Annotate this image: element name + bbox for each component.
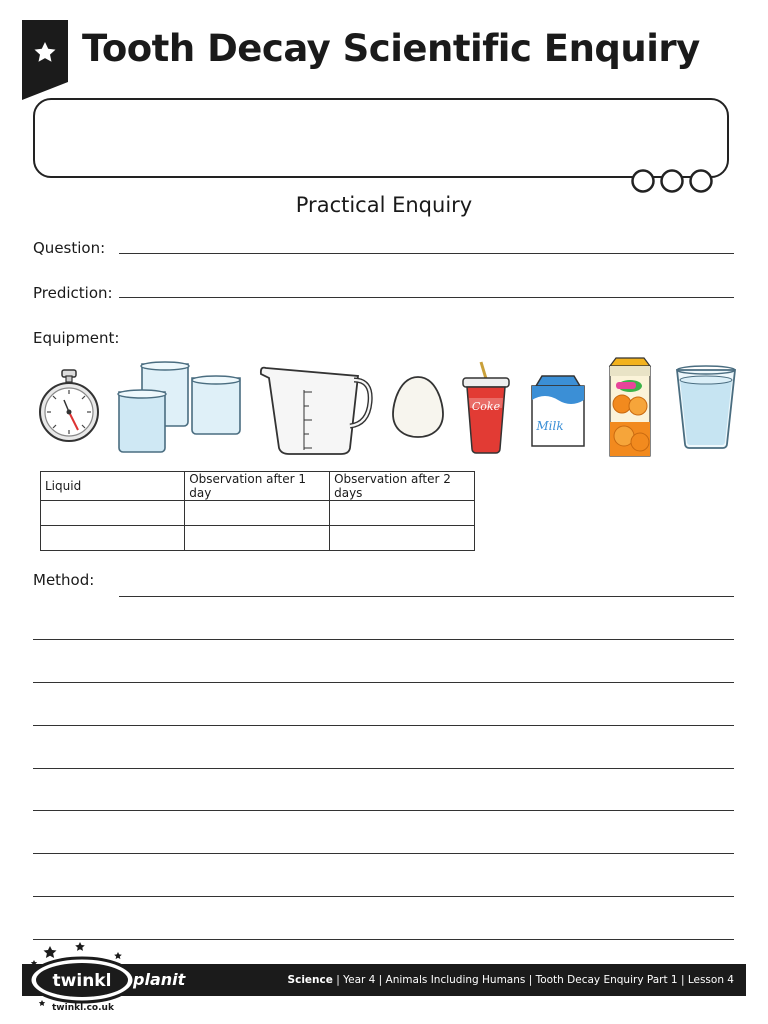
stopwatch-icon	[36, 368, 102, 448]
table-cell[interactable]	[41, 501, 185, 526]
header-day-2: Observation after 2 days	[330, 472, 475, 501]
water-glass-icon	[673, 364, 739, 450]
method-line[interactable]	[33, 682, 734, 683]
results-table	[40, 471, 475, 551]
prediction-label: Prediction:	[33, 284, 113, 302]
footer-info	[288, 972, 734, 988]
table-cell[interactable]	[330, 501, 475, 526]
table-cell[interactable]	[41, 526, 185, 551]
cola-label: Coke	[471, 400, 501, 413]
method-line[interactable]	[33, 725, 734, 726]
header-liquid: Liquid	[41, 472, 185, 501]
name-input-box[interactable]	[33, 98, 729, 178]
method-line[interactable]	[33, 853, 734, 854]
prediction-line[interactable]	[119, 297, 734, 298]
egg-icon	[390, 374, 446, 440]
table-cell[interactable]	[185, 501, 330, 526]
method-line[interactable]	[33, 639, 734, 640]
table-cell[interactable]	[185, 526, 330, 551]
cola-cup-icon	[461, 360, 511, 454]
site-url[interactable]: twinkl.co.uk	[52, 1003, 114, 1013]
header-day-1: Observation after 1 day	[185, 472, 330, 501]
measuring-jug-icon	[258, 360, 378, 456]
milk-label: Milk	[536, 419, 564, 433]
table-row	[41, 526, 475, 551]
milk-carton-icon	[528, 374, 588, 448]
equipment-label: Equipment:	[33, 329, 120, 347]
question-line[interactable]	[119, 253, 734, 254]
orange-juice-carton-icon	[606, 356, 654, 458]
method-line[interactable]	[33, 810, 734, 811]
beakers-icon	[116, 358, 244, 454]
method-label: Method:	[33, 571, 95, 589]
table-cell[interactable]	[330, 526, 475, 551]
table-row	[41, 501, 475, 526]
twinkl-brand: twinkl	[52, 971, 112, 991]
section-heading: Practical Enquiry	[295, 193, 473, 217]
method-line[interactable]	[119, 596, 734, 597]
table-header-row	[41, 472, 475, 501]
question-label: Question:	[33, 239, 106, 257]
header-ribbon	[22, 20, 68, 100]
page-title: Tooth Decay Scientific Enquiry	[82, 27, 700, 70]
planit-brand: planit	[133, 970, 186, 989]
footer-details: | Year 4 | Animals Including Humans | Tooth Decay Enquiry Part 1 | Lesson 4	[332, 974, 734, 986]
footer-subject: Science	[287, 974, 333, 986]
method-line[interactable]	[33, 896, 734, 897]
method-line[interactable]	[33, 768, 734, 769]
